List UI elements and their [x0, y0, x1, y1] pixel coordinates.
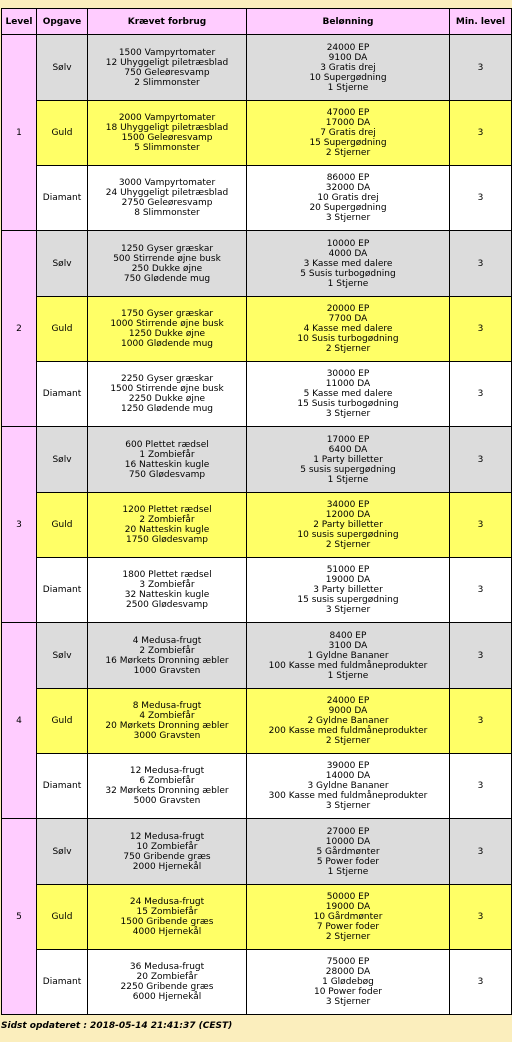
requirement-cell-line: 4 Medusa-frugt: [132, 635, 202, 646]
min-level-cell: 3: [450, 754, 512, 819]
reward-cell-line: 6400 DA: [328, 444, 368, 455]
reward-cell-line: 7 Gratis drej: [320, 128, 376, 138]
min-level-cell: 3: [450, 166, 512, 231]
requirement-cell: [88, 558, 247, 623]
reward-cell-line: 51000 EP: [326, 565, 370, 575]
requirement-cell-line: 1250 Glødende mug: [121, 404, 213, 414]
reward-cell-line: 11000 DA: [325, 379, 371, 389]
reward-cell-line: 5 Kasse med dalere: [303, 389, 393, 399]
task-cell: Sølv: [37, 427, 88, 493]
requirement-cell-line: 15 Zombiefår: [136, 907, 198, 917]
requirement-cell: [88, 231, 247, 297]
reward-cell-line: 2 Stjerner: [325, 932, 371, 942]
requirement-cell-line: 750 Gribende græs: [123, 851, 211, 862]
reward-cell: [247, 362, 450, 427]
requirement-cell-line: 1 Zombiefår: [139, 449, 195, 460]
requirement-cell: [88, 623, 247, 689]
reward-cell-line: 3 Kasse med dalere: [303, 258, 393, 269]
level-cell: 4: [2, 623, 37, 819]
reward-cell: [247, 166, 450, 231]
reward-cell-line: 1 Gyldne Bananer: [307, 650, 389, 661]
reward-cell-line: 1 Stjerne: [327, 278, 369, 289]
reward-cell-line: 2 Stjerner: [325, 148, 371, 158]
reward-cell-line: 1 Glødebøg: [322, 977, 374, 987]
reward-cell-line: 15 Susis turbogødning: [297, 399, 399, 409]
table-row: [2, 166, 512, 231]
header-belonning: Belønning: [247, 9, 450, 35]
header-level: Level: [2, 9, 37, 35]
table-row: [2, 819, 512, 885]
requirement-cell-line: 2250 Dukke øjne: [128, 394, 206, 404]
reward-cell-line: 200 Kasse med fuldmåneprodukter: [268, 726, 428, 736]
reward-cell-line: 4000 DA: [328, 248, 368, 259]
requirement-cell-line: 1000 Gravsten: [133, 665, 201, 676]
requirement-cell-line: 2 Zombiefår: [139, 645, 195, 656]
reward-cell-line: 39000 EP: [326, 761, 370, 771]
requirement-cell: [88, 166, 247, 231]
reward-cell: [247, 623, 450, 689]
reward-cell-line: 34000 EP: [326, 500, 370, 510]
reward-cell-line: 86000 EP: [326, 173, 370, 183]
requirement-cell-line: 750 Geleøresvamp: [124, 67, 210, 78]
requirement-cell-line: 1800 Plettet rædsel: [122, 570, 212, 580]
requirement-cell-line: 36 Medusa-frugt: [129, 962, 205, 972]
reward-cell-line: 5 Gårdmønter: [316, 846, 380, 857]
reward-cell: [247, 427, 450, 493]
reward-cell-line: 10 Supergødning: [309, 72, 387, 83]
reward-cell-line: 3 Stjerner: [325, 409, 371, 419]
reward-cell-line: 1 Stjerne: [327, 866, 369, 877]
requirement-cell-line: 6 Zombiefår: [139, 776, 195, 786]
reward-cell-line: 100 Kasse med fuldmåneprodukter: [268, 660, 428, 671]
reward-cell-line: 10 Gårdmønter: [313, 912, 383, 922]
requirement-cell: [88, 950, 247, 1015]
task-cell: Sølv: [37, 819, 88, 885]
min-level-cell: 3: [450, 493, 512, 558]
reward-cell-line: 12000 DA: [325, 510, 371, 520]
requirement-cell-line: 32 Natteskin kugle: [124, 590, 210, 600]
reward-cell-line: 1 Stjerne: [327, 670, 369, 681]
requirement-cell-line: 1000 Glødende mug: [121, 339, 213, 349]
min-level-cell: 3: [450, 623, 512, 689]
requirement-cell-line: 2000 Vampyrtomater: [118, 113, 216, 123]
reward-cell-line: 30000 EP: [326, 369, 370, 379]
reward-cell-line: 14000 DA: [325, 771, 371, 781]
requirement-cell: [88, 297, 247, 362]
reward-cell-line: 17000 EP: [326, 434, 370, 445]
table-row: [2, 885, 512, 950]
reward-cell-line: 2 Stjerner: [325, 736, 371, 746]
reward-cell-line: 3100 DA: [328, 640, 368, 651]
requirement-cell-line: 2 Zombiefår: [139, 515, 195, 525]
task-cell: Diamant: [37, 362, 88, 427]
table-body: [2, 35, 512, 1015]
requirement-cell: [88, 885, 247, 950]
level-cell: 5: [2, 819, 37, 1015]
requirement-cell-line: 2000 Hjernekål: [132, 861, 202, 872]
table-row: [2, 950, 512, 1015]
task-cell: Guld: [37, 493, 88, 558]
header-opgave: Opgave: [37, 9, 88, 35]
requirement-cell: [88, 689, 247, 754]
reward-cell: [247, 558, 450, 623]
reward-cell-line: 24000 EP: [326, 42, 370, 53]
requirement-cell-line: 2 Slimmonster: [134, 77, 200, 88]
min-level-cell: 3: [450, 35, 512, 101]
requirement-cell-line: 5 Slimmonster: [134, 143, 200, 153]
table-row: [2, 623, 512, 689]
requirement-cell-line: 3000 Vampyrtomater: [118, 178, 216, 188]
requirement-cell-line: 4 Zombiefår: [139, 711, 195, 721]
requirement-cell-line: 12 Medusa-frugt: [129, 766, 205, 776]
reward-cell-line: 300 Kasse med fuldmåneprodukter: [268, 791, 428, 801]
min-level-cell: 3: [450, 362, 512, 427]
requirement-cell: [88, 427, 247, 493]
task-cell: Diamant: [37, 558, 88, 623]
table-row: [2, 689, 512, 754]
reward-cell-line: 3 Stjerner: [325, 605, 371, 615]
table-row: [2, 101, 512, 166]
reward-cell-line: 10 Susis turbogødning: [297, 334, 399, 344]
reward-cell-line: 5 Power foder: [316, 856, 380, 867]
reward-cell-line: 3 Gratis drej: [320, 62, 376, 73]
reward-cell-line: 2 Stjerner: [325, 540, 371, 550]
reward-cell-line: 47000 EP: [326, 108, 370, 118]
requirement-cell-line: 5000 Gravsten: [133, 796, 201, 806]
requirement-cell-line: 8 Slimmonster: [134, 208, 200, 218]
reward-cell-line: 20000 EP: [326, 304, 370, 314]
requirement-cell-line: 8 Medusa-frugt: [132, 701, 202, 711]
requirement-cell-line: 16 Natteskin kugle: [124, 459, 210, 470]
task-cell: Sølv: [37, 35, 88, 101]
reward-cell-line: 15 susis supergødning: [297, 595, 399, 605]
reward-cell-line: 3 Stjerner: [325, 997, 371, 1007]
reward-cell-line: 9000 DA: [328, 706, 368, 716]
reward-cell-line: 3 Stjerner: [325, 801, 371, 811]
requirement-cell-line: 1500 Vampyrtomater: [118, 47, 216, 58]
reward-cell: [247, 885, 450, 950]
requirement-cell-line: 600 Plettet rædsel: [125, 439, 209, 450]
requirement-cell: [88, 493, 247, 558]
requirement-cell-line: 500 Stirrende øjne busk: [113, 253, 221, 264]
reward-cell-line: 2 Stjerner: [325, 344, 371, 354]
requirement-cell-line: 4000 Hjernekål: [132, 927, 202, 937]
min-level-cell: 3: [450, 885, 512, 950]
table-row: [2, 427, 512, 493]
requirement-cell-line: 1500 Geleøresvamp: [121, 133, 213, 143]
reward-cell-line: 1 Party billetter: [313, 454, 383, 465]
reward-cell-line: 2 Gyldne Bananer: [307, 716, 389, 726]
task-cell: Guld: [37, 297, 88, 362]
reward-cell-line: 20 Supergødning: [309, 203, 387, 213]
requirement-cell: [88, 101, 247, 166]
task-cell: Sølv: [37, 623, 88, 689]
requirement-cell-line: 32 Mørkets Dronning æbler: [105, 786, 229, 796]
requirement-cell-line: 6000 Hjernekål: [132, 992, 202, 1002]
reward-cell-line: 3 Gyldne Bananer: [307, 781, 389, 791]
level-cell: 3: [2, 427, 37, 623]
requirement-cell-line: 18 Uhyggeligt piletræsblad: [105, 123, 229, 133]
reward-cell-line: 75000 EP: [326, 957, 370, 967]
requirement-cell-line: 24 Uhyggeligt piletræsblad: [105, 188, 229, 198]
reward-cell-line: 4 Kasse med dalere: [303, 324, 393, 334]
reward-cell-line: 7700 DA: [328, 314, 368, 324]
requirement-cell-line: 12 Uhyggeligt piletræsblad: [105, 57, 229, 68]
reward-cell-line: 10000 EP: [326, 238, 370, 249]
reward-cell: [247, 493, 450, 558]
requirement-cell-line: 20 Natteskin kugle: [124, 525, 210, 535]
requirement-cell-line: 16 Mørkets Dronning æbler: [105, 655, 229, 666]
requirement-cell-line: 1500 Gribende græs: [120, 917, 214, 927]
requirement-cell-line: 3 Zombiefår: [139, 580, 195, 590]
requirement-cell-line: 1500 Stirrende øjne busk: [110, 384, 224, 394]
task-cell: Diamant: [37, 166, 88, 231]
reward-cell-line: 19000 DA: [325, 902, 371, 912]
requirement-cell-line: 1200 Plettet rædsel: [122, 505, 212, 515]
requirement-cell: [88, 35, 247, 101]
task-cell: Sølv: [37, 231, 88, 297]
reward-cell-line: 5 Susis turbogødning: [300, 268, 396, 279]
reward-cell-line: 19000 DA: [325, 575, 371, 585]
requirement-cell-line: 1250 Dukke øjne: [128, 329, 206, 339]
requirement-cell-line: 750 Glødesvamp: [128, 469, 206, 480]
requirement-cell-line: 1750 Glødesvamp: [125, 535, 208, 545]
requirement-cell-line: 250 Dukke øjne: [131, 263, 203, 274]
requirement-cell-line: 2500 Glødesvamp: [125, 600, 208, 610]
task-cell: Diamant: [37, 754, 88, 819]
reward-cell-line: 17000 DA: [325, 118, 371, 128]
reward-cell-line: 7 Power foder: [316, 922, 380, 932]
reward-cell: [247, 35, 450, 101]
requirement-cell: [88, 362, 247, 427]
task-cell: Guld: [37, 101, 88, 166]
reward-cell-line: 10 susis supergødning: [297, 530, 399, 540]
min-level-cell: 3: [450, 101, 512, 166]
reward-cell-line: 32000 DA: [325, 183, 371, 193]
task-cell: Guld: [37, 885, 88, 950]
table-row: [2, 493, 512, 558]
requirement-cell-line: 1750 Gyser græskar: [120, 309, 214, 319]
table-row: [2, 754, 512, 819]
level-cell: 1: [2, 35, 37, 231]
task-cell: Diamant: [37, 950, 88, 1015]
requirement-cell-line: 1000 Stirrende øjne busk: [110, 319, 224, 329]
reward-cell: [247, 819, 450, 885]
last-updated: Sidst opdateret : 2018-05-14 21:41:37 (CEST): [1, 1021, 233, 1031]
reward-cell-line: 1 Stjerne: [327, 82, 369, 93]
min-level-cell: 3: [450, 558, 512, 623]
reward-cell: [247, 754, 450, 819]
table-row: [2, 362, 512, 427]
requirement-cell-line: 20 Mørkets Dronning æbler: [105, 721, 229, 731]
requirement-cell: [88, 819, 247, 885]
header-min-level: Min. level: [450, 9, 512, 35]
min-level-cell: 3: [450, 297, 512, 362]
min-level-cell: 3: [450, 950, 512, 1015]
min-level-cell: 3: [450, 427, 512, 493]
min-level-cell: 3: [450, 689, 512, 754]
requirement-cell-line: 1250 Gyser græskar: [120, 243, 214, 254]
reward-cell: [247, 297, 450, 362]
reward-cell-line: 10 Gratis drej: [317, 193, 379, 203]
requirement-cell-line: 2250 Gribende græs: [120, 982, 214, 992]
rewards-table: [1, 8, 512, 1015]
requirement-cell-line: 3000 Gravsten: [133, 731, 201, 741]
table-row: [2, 558, 512, 623]
requirement-cell-line: 10 Zombiefår: [136, 841, 198, 852]
reward-cell-line: 27000 EP: [326, 826, 370, 837]
requirement-cell-line: 2250 Gyser græskar: [120, 374, 214, 384]
reward-cell-line: 2 Party billetter: [313, 520, 383, 530]
table-row: [2, 231, 512, 297]
requirement-cell-line: 750 Glødende mug: [123, 273, 211, 284]
reward-cell-line: 10000 DA: [325, 836, 371, 847]
reward-cell-line: 1 Stjerne: [327, 474, 369, 485]
task-cell: Guld: [37, 689, 88, 754]
table-row: [2, 297, 512, 362]
requirement-cell-line: 2750 Geleøresvamp: [121, 198, 213, 208]
requirement-cell-line: 20 Zombiefår: [136, 972, 198, 982]
reward-cell: [247, 101, 450, 166]
min-level-cell: 3: [450, 819, 512, 885]
header-row: [2, 9, 512, 35]
requirement-cell-line: 24 Medusa-frugt: [129, 897, 205, 907]
reward-cell-line: 28000 DA: [325, 967, 371, 977]
reward-cell: [247, 231, 450, 297]
reward-cell-line: 9100 DA: [328, 52, 368, 63]
requirement-cell-line: 12 Medusa-frugt: [129, 831, 205, 842]
requirement-cell: [88, 754, 247, 819]
reward-cell-line: 10 Power foder: [313, 987, 382, 997]
reward-cell-line: 8400 EP: [329, 630, 367, 641]
reward-cell-line: 50000 EP: [326, 892, 370, 902]
reward-cell-line: 5 susis supergødning: [300, 464, 396, 475]
reward-cell: [247, 950, 450, 1015]
reward-cell-line: 3 Stjerner: [325, 213, 371, 223]
level-cell: 2: [2, 231, 37, 427]
min-level-cell: 3: [450, 231, 512, 297]
reward-cell-line: 15 Supergødning: [309, 138, 387, 148]
header-forbrug: Krævet forbrug: [88, 9, 247, 35]
reward-cell-line: 24000 EP: [326, 696, 370, 706]
reward-cell: [247, 689, 450, 754]
reward-cell-line: 3 Party billetter: [313, 585, 383, 595]
table-row: [2, 35, 512, 101]
